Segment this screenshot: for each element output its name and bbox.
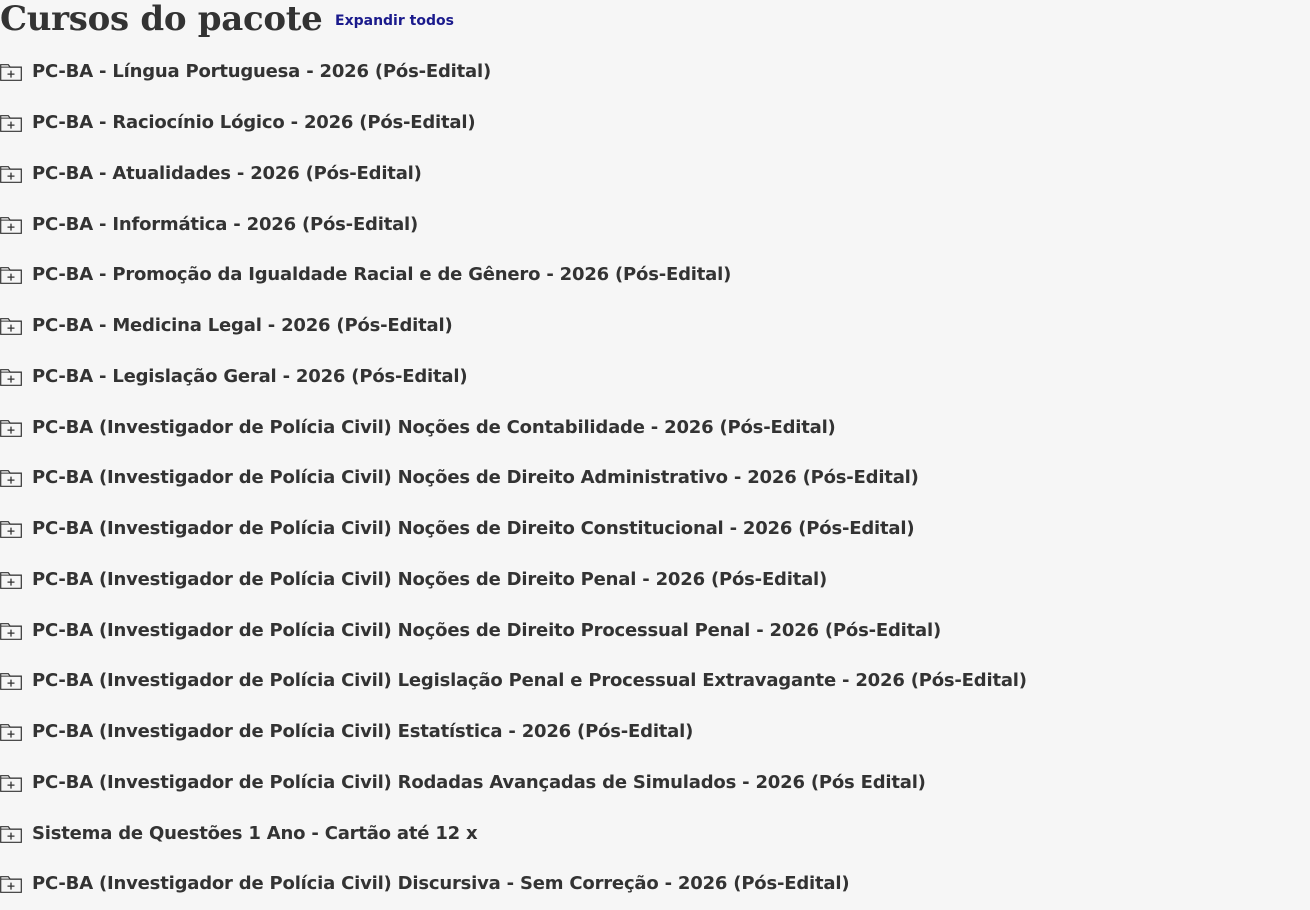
folder-plus-icon[interactable] xyxy=(0,521,22,538)
course-item[interactable] xyxy=(0,656,1310,707)
course-item[interactable] xyxy=(0,402,1310,453)
course-label: PC-BA (Investigador de Polícia Civil) Noções de Direito Processual Penal - 2026 (Pós-Edital) xyxy=(32,619,941,641)
folder-plus-icon[interactable] xyxy=(0,623,22,640)
course-label: PC-BA - Informática - 2026 (Pós-Edital) xyxy=(32,213,419,235)
course-item[interactable] xyxy=(0,758,1310,809)
course-label: PC-BA (Investigador de Polícia Civil) Noções de Contabilidade - 2026 (Pós-Edital) xyxy=(32,416,836,438)
course-label: PC-BA - Medicina Legal - 2026 (Pós-Edital) xyxy=(32,315,453,337)
course-item[interactable] xyxy=(0,47,1310,98)
course-item[interactable] xyxy=(0,808,1310,859)
folder-plus-icon[interactable] xyxy=(0,724,22,741)
folder-plus-icon[interactable] xyxy=(0,115,22,132)
course-label: Sistema de Questões 1 Ano - Cartão até 12 x xyxy=(32,822,478,844)
course-label: PC-BA - Atualidades - 2026 (Pós-Edital) xyxy=(32,162,422,184)
folder-plus-icon[interactable] xyxy=(0,318,22,335)
course-label: PC-BA (Investigador de Polícia Civil) Discursiva - Sem Correção - 2026 (Pós-Edital) xyxy=(32,873,850,895)
course-item[interactable] xyxy=(0,859,1310,910)
folder-plus-icon[interactable] xyxy=(0,572,22,589)
folder-plus-icon[interactable] xyxy=(0,420,22,437)
folder-plus-icon[interactable] xyxy=(0,369,22,386)
expand-all-link[interactable]: Expandir todos xyxy=(335,13,454,29)
course-item[interactable] xyxy=(0,453,1310,504)
course-label: PC-BA - Legislação Geral - 2026 (Pós-Edital) xyxy=(32,365,468,387)
page-title: Cursos do pacote xyxy=(0,0,323,39)
course-item[interactable] xyxy=(0,199,1310,250)
course-label: PC-BA (Investigador de Polícia Civil) Noções de Direito Penal - 2026 (Pós-Edital) xyxy=(32,568,828,590)
course-label: PC-BA (Investigador de Polícia Civil) Rodadas Avançadas de Simulados - 2026 (Pós Edital) xyxy=(32,771,926,793)
course-item[interactable] xyxy=(0,555,1310,606)
page-header xyxy=(0,0,1310,40)
course-item[interactable] xyxy=(0,504,1310,555)
folder-plus-icon[interactable] xyxy=(0,217,22,234)
folder-plus-icon[interactable] xyxy=(0,673,22,690)
course-label: PC-BA (Investigador de Polícia Civil) Estatística - 2026 (Pós-Edital) xyxy=(32,721,694,743)
folder-plus-icon[interactable] xyxy=(0,876,22,893)
folder-plus-icon[interactable] xyxy=(0,775,22,792)
course-label: PC-BA (Investigador de Polícia Civil) Noções de Direito Constitucional - 2026 (Pós-Edital) xyxy=(32,518,915,540)
course-item[interactable] xyxy=(0,605,1310,656)
folder-plus-icon[interactable] xyxy=(0,166,22,183)
course-item[interactable] xyxy=(0,149,1310,200)
folder-plus-icon[interactable] xyxy=(0,64,22,81)
course-label: PC-BA (Investigador de Polícia Civil) Noções de Direito Administrativo - 2026 (Pós-Edital) xyxy=(32,467,919,489)
course-item[interactable] xyxy=(0,98,1310,149)
folder-plus-icon[interactable] xyxy=(0,826,22,843)
course-item[interactable] xyxy=(0,352,1310,403)
course-item[interactable] xyxy=(0,250,1310,301)
course-list xyxy=(0,47,1310,910)
course-item[interactable] xyxy=(0,707,1310,758)
course-label: PC-BA - Promoção da Igualdade Racial e de Gênero - 2026 (Pós-Edital) xyxy=(32,264,732,286)
course-label: PC-BA - Raciocínio Lógico - 2026 (Pós-Edital) xyxy=(32,112,476,134)
course-label: PC-BA (Investigador de Polícia Civil) Legislação Penal e Processual Extravagante - 2026 (Pós-Edital) xyxy=(32,670,1027,692)
course-item[interactable] xyxy=(0,301,1310,352)
course-label: PC-BA - Língua Portuguesa - 2026 (Pós-Edital) xyxy=(32,61,491,83)
folder-plus-icon[interactable] xyxy=(0,470,22,487)
folder-plus-icon[interactable] xyxy=(0,267,22,284)
